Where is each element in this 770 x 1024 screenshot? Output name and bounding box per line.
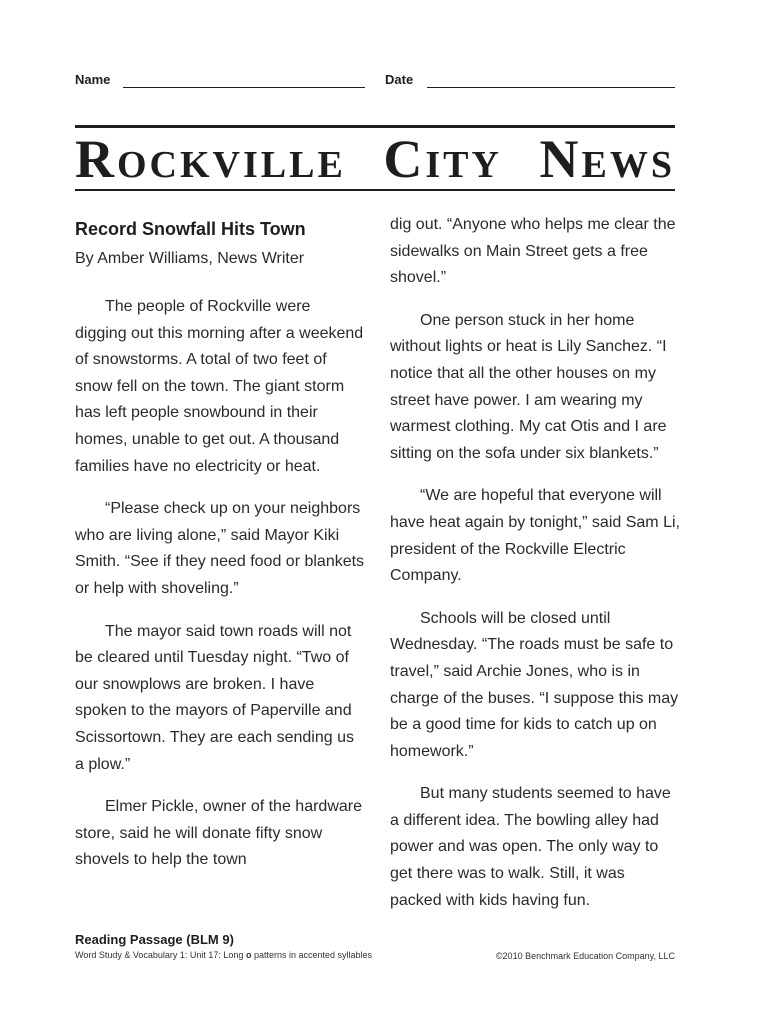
footer-subtitle: [75, 948, 475, 962]
article-headline: Record Snowfall Hits Town: [75, 219, 306, 239]
name-label: Name: [75, 72, 111, 87]
article-paragraph: “We are hopeful that everyone will have heat again by tonight,” said Sam Li, president of the Rockville Electric Company.: [390, 487, 680, 585]
masthead-top-rule: [75, 125, 675, 128]
footer-info: [75, 932, 475, 962]
footer-subtitle-pre: Word Study & Vocabulary 1: Unit 17: Long: [75, 950, 246, 960]
footer-subtitle-bold: o: [245, 950, 252, 960]
footer-title: Reading Passage (BLM 9): [75, 932, 234, 947]
article-paragraph: The mayor said town roads will not be cleared until Tuesday night. “Two of our snowplows are broken. I have spoken to the mayors of Paperville and Scissortown. They are each sending us a plow.”: [75, 622, 354, 773]
article-byline: By Amber Williams, News Writer: [75, 250, 305, 267]
footer-subtitle-post: patterns in accented syllables: [251, 950, 373, 960]
article-paragraph: But many students seemed to have a different idea. The bowling alley had power and was open. The only way to get there was to walk. Still, it was packed with kids having fun.: [390, 785, 671, 909]
article-paragraph: dig out. “Anyone who helps me clear the sidewalks on Main Street gets a free shovel.”: [390, 216, 676, 287]
date-field[interactable]: [427, 87, 675, 88]
masthead-word-city: City: [383, 129, 502, 189]
article-column-right: [390, 212, 680, 914]
article-paragraph: Elmer Pickle, owner of the hardware store, said he will donate fifty snow shovels to help the town: [75, 798, 362, 869]
name-field[interactable]: [123, 87, 365, 88]
date-label: Date: [385, 72, 414, 87]
article-paragraph: “Please check up on your neighbors who are living alone,” said Mayor Kiki Smith. “See if they need food or blankets or help with shoveling.”: [75, 500, 365, 597]
article-paragraph: One person stuck in her home without lights or heat is Lily Sanchez. “I notice that all the other houses on my street have power. I am wearing my warmest clothing. My cat Otis and I are sitting on the sofa under six blankets.”: [390, 311, 667, 462]
masthead-word-news: News: [539, 129, 675, 189]
name-date-row: [75, 72, 675, 92]
newspaper-masthead: [75, 131, 675, 187]
masthead-bottom-rule: [75, 189, 675, 191]
footer-copyright: ©2010 Benchmark Education Company, LLC: [495, 951, 675, 961]
masthead-word-rockville: Rockville: [75, 129, 346, 189]
article-column-left: [75, 212, 365, 874]
article-paragraph: Schools will be closed until Wednesday. “The roads must be safe to travel,” said Archie Jones, who is in charge of the buses. “I suppose this may be a good time for kids to catch up on homework.”: [390, 609, 679, 760]
article-paragraph: The people of Rockville were digging out this morning after a weekend of snowstorms. A total of two feet of snow fell on the town. The giant storm has left people snowbound in their homes, unable to get out. A thousand families have no electricity or heat.: [75, 298, 364, 475]
